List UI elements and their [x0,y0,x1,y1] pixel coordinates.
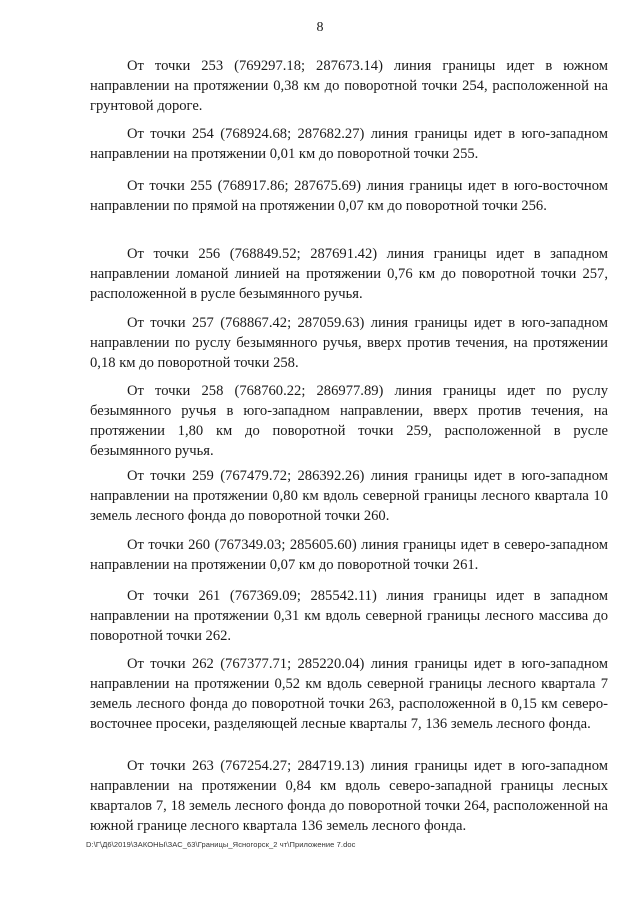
paragraph-point-258: От точки 258 (768760.22; 286977.89) линия границы идет по руслу безымянного ручья в юго-западном направлении, вверх против течения, на протяжении 1,80 км до поворотной точки 259, расположенной в русле безымянного ручья. [90,383,608,459]
paragraph-point-257: От точки 257 (768867.42; 287059.63) линия границы идет в юго-западном направлении по руслу безымянного ручья, вверх против течения, на протяжении 0,18 км до поворотной точки 258. [90,315,608,371]
page-number: 8 [316,20,324,35]
paragraph-point-254: От точки 254 (768924.68; 287682.27) линия границы идет в юго-западном направлении на протяжении 0,01 км до поворотной точки 255. [90,126,608,162]
paragraph-point-262: От точки 262 (767377.71; 285220.04) линия границы идет в юго-западном направлении на протяжении 0,52 км вдоль северной границы лесного квартала 7 земель лесного фонда до поворотной точки 263, расположенной в 0,15 км северо-восточнее просеки, разделяющей лесные кварталы 7, 136 земель лесного фонда. [90,656,608,732]
paragraph-point-256: От точки 256 (768849.52; 287691.42) линия границы идет в западном направлении ломаной линией на протяжении 0,76 км до поворотной точки 257, расположенной в русле безымянного ручья. [90,246,608,302]
file-path-footer: D:\Г\Д6\2019\ЗАКОНЫ\ЗАС_63\Границы_Ясногорск_2 чт\Приложение 7.doc [86,840,356,849]
paragraph-point-253: От точки 253 (769297.18; 287673.14) линия границы идет в южном направлении на протяжении 0,38 км до поворотной точки 254, расположенной на грунтовой дороге. [90,58,608,114]
paragraph-point-263: От точки 263 (767254.27; 284719.13) линия границы идет в юго-западном направлении на протяжении 0,84 км вдоль северо-западной границы лесных кварталов 7, 18 земель лесного фонда до поворотной точки 264, расположенной на южной границе лесного квартала 136 земель лесного фонда. [90,758,608,834]
paragraph-point-261: От точки 261 (767369.09; 285542.11) линия границы идет в западном направлении на протяжении 0,31 км вдоль северной границы лесного массива до поворотной точки 262. [90,588,608,644]
paragraph-point-260: От точки 260 (767349.03; 285605.60) линия границы идет в северо-западном направлении на протяжении 0,07 км до поворотной точки 261. [90,537,608,573]
paragraph-point-259: От точки 259 (767479.72; 286392.26) линия границы идет в юго-западном направлении на протяжении 0,80 км вдоль северной границы лесного квартала 10 земель лесного фонда до поворотной точки 260. [90,468,608,524]
paragraph-point-255: От точки 255 (768917.86; 287675.69) линия границы идет в юго-восточном направлении по прямой на протяжении 0,07 км до поворотной точки 256. [90,178,608,214]
